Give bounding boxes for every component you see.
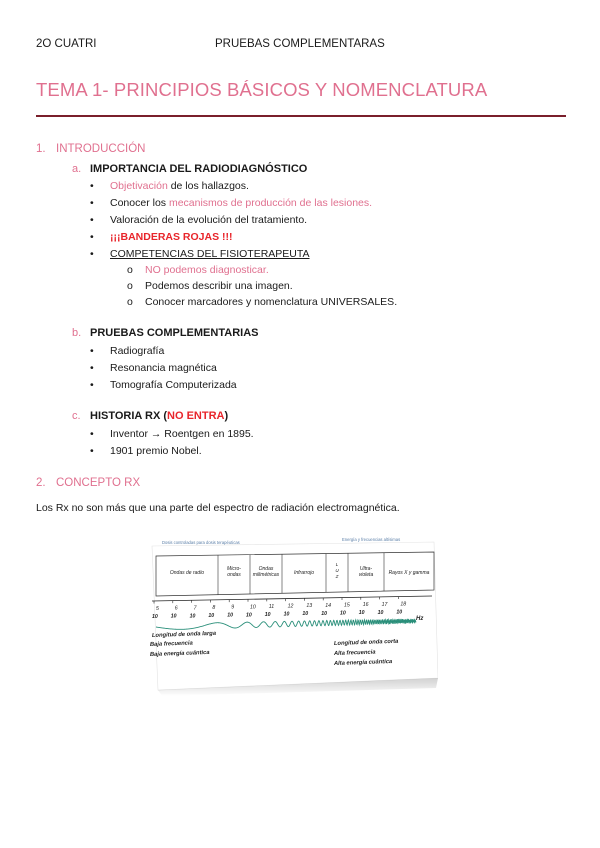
exponent-label: 10	[250, 604, 256, 611]
item-text: COMPETENCIAS DEL FISIOTERAPEUTA	[110, 248, 310, 260]
item-text: de los hallazgos.	[167, 180, 249, 192]
header-center: PRUEBAS COMPLEMENTARAS	[215, 38, 385, 50]
subsection-b-heading	[72, 327, 258, 339]
bullet-icon: •	[90, 231, 94, 243]
concept-paragraph: Los Rx no son más que una parte del espectro de radiación electromagnética.	[36, 502, 400, 514]
left-label-3: Baja energía cuántica	[149, 649, 210, 658]
subsection-c-title-end: )	[224, 410, 229, 422]
band-label: Ondas de radio	[169, 570, 205, 576]
base-label: 10	[396, 609, 403, 616]
exponent-label: 15	[344, 602, 350, 609]
list-item	[90, 231, 233, 243]
list-item	[90, 214, 307, 226]
base-label: 10	[227, 612, 233, 619]
list-item	[90, 362, 217, 374]
item-text: Tomografía Computerizada	[110, 379, 237, 391]
base-label: 10	[152, 614, 158, 620]
base-label: 10	[283, 611, 290, 618]
sub-list-item	[127, 280, 293, 292]
base-label: 10	[189, 613, 196, 620]
bullet-icon: •	[90, 214, 94, 226]
exponent-label: 13	[306, 603, 313, 610]
item-text: NO podemos diagnosticar.	[145, 264, 269, 276]
base-label: 10	[170, 613, 177, 620]
exponent-label: 17	[381, 601, 388, 608]
bullet-icon: •	[90, 379, 94, 391]
exponent-label: 14	[325, 602, 331, 609]
bullet-icon: •	[90, 180, 94, 192]
unit-label: Hz	[416, 616, 424, 622]
list-item	[90, 197, 372, 209]
caption-left: Dosis controladas para dosis terapéuticas	[162, 540, 240, 545]
item-text: Radiografía	[110, 345, 165, 357]
band-label: Rayos X y gamma	[388, 570, 430, 576]
base-label: 10	[302, 611, 309, 618]
list-item	[90, 379, 237, 391]
base-label: 10	[321, 610, 327, 617]
item-text: Valoración de la evolución del tratamiento.	[110, 214, 308, 226]
section-2-title: CONCEPTO RX	[56, 477, 141, 489]
bullet-icon: •	[90, 362, 94, 374]
bullet-icon: •	[90, 345, 94, 357]
subsection-c-letter: c.	[72, 410, 81, 422]
list-item	[90, 445, 202, 457]
exponent-label: 11	[268, 603, 275, 610]
subsection-c-heading	[72, 410, 228, 422]
band-label: Infrarrojo	[293, 570, 315, 576]
item-text: 1901 premio Nobel.	[110, 445, 202, 457]
band-label: L U Z	[335, 562, 339, 579]
exponent-label: 8	[212, 604, 216, 611]
list-item	[90, 428, 254, 440]
em-spectrum-figure	[148, 528, 438, 696]
sub-list-item	[127, 296, 397, 308]
item-text: Inventor → Roentgen en 1895.	[110, 428, 254, 440]
subsection-b-title: PRUEBAS COMPLEMENTARIAS	[90, 327, 259, 339]
subsection-b-letter: b.	[72, 327, 82, 339]
left-label-2: Baja frecuencia	[149, 640, 193, 648]
circle-bullet-icon: o	[127, 280, 133, 292]
sub-list-item	[127, 264, 269, 276]
section-1-number: 1.	[36, 143, 46, 155]
exponent-label: 12	[287, 603, 294, 610]
section-2-number: 2.	[36, 477, 46, 489]
exponent-label: 6	[174, 605, 178, 612]
bullet-icon: •	[90, 197, 94, 209]
band-label: Micro-ondas	[227, 566, 241, 579]
subsection-c-title: HISTORIA RX (	[90, 410, 168, 422]
exponent-label: 5	[156, 606, 159, 612]
item-highlight: Objetivación	[110, 180, 168, 192]
right-label-1: Longitud de onda corta	[333, 638, 399, 647]
bullet-icon: •	[90, 248, 94, 260]
bullet-icon: •	[90, 428, 94, 440]
subsection-a-heading	[72, 163, 307, 175]
band-label: Ultra-violeta	[358, 566, 374, 579]
item-text: Conocer marcadores y nomenclatura UNIVERSALES.	[145, 296, 398, 308]
item-highlight: mecanismos de producción de las lesiones.	[168, 197, 373, 209]
section-1-heading	[36, 143, 145, 155]
item-text: Podemos describir una imagen.	[145, 280, 293, 292]
item-text: Resonancia magnética	[110, 362, 217, 374]
base-label: 10	[340, 610, 346, 617]
list-item	[90, 180, 249, 192]
band-label: Ondas milimétricas	[252, 566, 280, 579]
base-label: 10	[208, 612, 215, 619]
right-label-3: Alta energía cuántica	[333, 658, 393, 667]
exponent-label: 18	[400, 601, 407, 608]
header-left: 2O CUATRI	[36, 38, 97, 50]
list-item	[90, 345, 164, 357]
item-text: Conocer los	[110, 197, 169, 209]
base-label: 10	[264, 611, 271, 618]
exponent-label: 9	[231, 604, 235, 611]
not-included-label: NO ENTRA	[167, 410, 225, 422]
exponent-label: 16	[362, 602, 369, 609]
section-2-heading	[36, 477, 140, 489]
left-label-1: Longitud de onda larga	[151, 630, 217, 639]
title-divider	[36, 115, 566, 117]
red-flags-text: ¡¡¡BANDERAS ROJAS !!!	[110, 231, 233, 243]
exponent-label: 7	[193, 605, 197, 612]
circle-bullet-icon: o	[127, 264, 133, 276]
right-label-2: Alta frecuencia	[333, 649, 376, 657]
subsection-a-letter: a.	[72, 163, 82, 175]
caption-right: Energía y frecuencias altísimas	[342, 537, 401, 542]
list-item	[90, 248, 310, 260]
bullet-icon: •	[90, 445, 94, 457]
subsection-a-title: IMPORTANCIA DEL RADIODIAGNÓSTICO	[90, 163, 308, 175]
base-label: 10	[246, 612, 252, 619]
base-label: 10	[358, 610, 365, 617]
base-label: 10	[377, 609, 384, 616]
page-title: TEMA 1- PRINCIPIOS BÁSICOS Y NOMENCLATURA	[36, 79, 488, 100]
circle-bullet-icon: o	[127, 296, 133, 308]
section-1-title: INTRODUCCIÓN	[56, 143, 146, 155]
